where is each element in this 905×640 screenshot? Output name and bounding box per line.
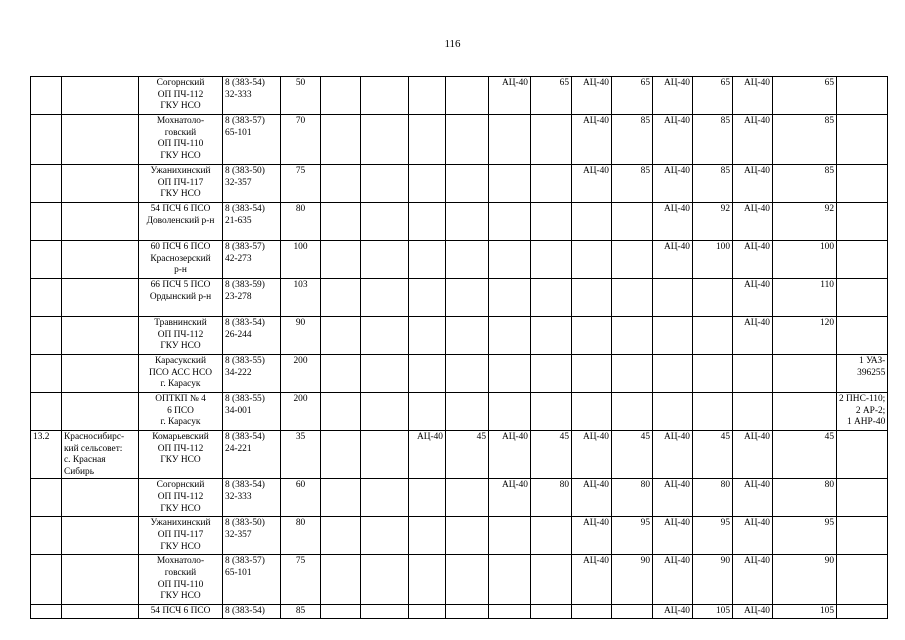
vehicle-type-cell: АЦ-40 — [572, 115, 612, 165]
vehicle-type-cell: АЦ-40 — [653, 203, 693, 241]
fire-unit-cell: ОПТКП № 4 6 ПСО г. Карасук — [139, 393, 223, 431]
arrival-time-cell — [612, 241, 653, 279]
row-number-cell — [31, 165, 62, 203]
additional-equipment-cell — [837, 317, 888, 355]
vehicle-type-cell — [409, 605, 446, 619]
arrival-time-cell — [446, 517, 489, 555]
phone-cell: 8 (383-57) 42-273 — [223, 241, 281, 279]
arrival-time-cell — [361, 517, 409, 555]
table-row — [31, 241, 888, 279]
distance-cell: 200 — [281, 355, 321, 393]
vehicle-type-cell — [321, 203, 361, 241]
phone-cell: 8 (383-55) 34-001 — [223, 393, 281, 431]
vehicle-type-cell: АЦ-40 — [653, 115, 693, 165]
phone-cell: 8 (383-55) 34-222 — [223, 355, 281, 393]
vehicle-type-cell: АЦ-40 — [653, 555, 693, 605]
vehicle-type-cell: АЦ-40 — [733, 165, 773, 203]
arrival-time-cell — [693, 355, 733, 393]
arrival-time-cell — [361, 279, 409, 317]
additional-equipment-cell: 2 ПНС-110; 2 АР-2; 1 АНР-40 — [837, 393, 888, 431]
distance-cell: 100 — [281, 241, 321, 279]
vehicle-type-cell: АЦ-40 — [572, 517, 612, 555]
vehicle-type-cell — [409, 517, 446, 555]
settlement-cell — [62, 605, 139, 619]
phone-cell: 8 (383-57) 65-101 — [223, 115, 281, 165]
arrival-time-cell: 85 — [773, 165, 837, 203]
arrival-time-cell: 80 — [612, 479, 653, 517]
vehicle-type-cell: АЦ-40 — [733, 555, 773, 605]
distance-cell: 80 — [281, 203, 321, 241]
vehicle-type-cell — [409, 165, 446, 203]
settlement-cell — [62, 279, 139, 317]
arrival-time-cell — [446, 605, 489, 619]
row-number-cell — [31, 115, 62, 165]
vehicle-type-cell — [489, 279, 531, 317]
vehicle-type-cell — [572, 355, 612, 393]
fire-unit-cell: 54 ПСЧ 6 ПСО — [139, 605, 223, 619]
settlement-cell — [62, 165, 139, 203]
settlement-cell — [62, 555, 139, 605]
table-row — [31, 77, 888, 115]
vehicle-type-cell — [409, 203, 446, 241]
table-row — [31, 115, 888, 165]
arrival-time-cell — [361, 241, 409, 279]
vehicle-type-cell — [321, 431, 361, 479]
arrival-time-cell — [773, 355, 837, 393]
vehicle-type-cell — [489, 517, 531, 555]
vehicle-type-cell — [489, 555, 531, 605]
arrival-time-cell: 95 — [773, 517, 837, 555]
arrival-time-cell: 45 — [612, 431, 653, 479]
arrival-time-cell: 95 — [693, 517, 733, 555]
arrival-time-cell — [773, 393, 837, 431]
vehicle-type-cell: АЦ-40 — [653, 241, 693, 279]
vehicle-type-cell — [321, 555, 361, 605]
arrival-time-cell: 100 — [693, 241, 733, 279]
vehicle-type-cell — [321, 241, 361, 279]
vehicle-type-cell — [653, 393, 693, 431]
arrival-time-cell: 45 — [446, 431, 489, 479]
table-row — [31, 517, 888, 555]
distance-cell: 75 — [281, 555, 321, 605]
arrival-time-cell: 65 — [531, 77, 572, 115]
vehicle-type-cell: АЦ-40 — [653, 165, 693, 203]
vehicle-type-cell: АЦ-40 — [733, 479, 773, 517]
vehicle-type-cell — [489, 355, 531, 393]
vehicle-type-cell — [321, 355, 361, 393]
additional-equipment-cell — [837, 241, 888, 279]
vehicle-type-cell: АЦ-40 — [733, 241, 773, 279]
phone-cell: 8 (383-54) — [223, 605, 281, 619]
vehicle-type-cell: АЦ-40 — [572, 165, 612, 203]
phone-cell: 8 (383-50) 32-357 — [223, 165, 281, 203]
vehicle-type-cell — [489, 317, 531, 355]
arrival-time-cell — [446, 355, 489, 393]
arrival-time-cell — [612, 279, 653, 317]
settlement-cell — [62, 393, 139, 431]
arrival-time-cell — [531, 279, 572, 317]
row-number-cell — [31, 355, 62, 393]
vehicle-type-cell: АЦ-40 — [572, 479, 612, 517]
vehicle-type-cell — [489, 241, 531, 279]
distance-cell: 80 — [281, 517, 321, 555]
additional-equipment-cell — [837, 431, 888, 479]
distance-cell: 70 — [281, 115, 321, 165]
arrival-time-cell: 90 — [612, 555, 653, 605]
settlement-cell — [62, 115, 139, 165]
row-number-cell — [31, 77, 62, 115]
arrival-time-cell — [446, 115, 489, 165]
vehicle-type-cell — [653, 317, 693, 355]
arrival-time-cell — [693, 317, 733, 355]
arrival-time-cell — [446, 77, 489, 115]
arrival-time-cell: 80 — [693, 479, 733, 517]
vehicle-type-cell — [489, 115, 531, 165]
arrival-time-cell — [361, 317, 409, 355]
fire-unit-cell: Согорнский ОП ПЧ-112 ГКУ НСО — [139, 479, 223, 517]
arrival-time-cell — [361, 355, 409, 393]
vehicle-type-cell: АЦ-40 — [733, 605, 773, 619]
settlement-cell — [62, 203, 139, 241]
arrival-time-cell — [531, 517, 572, 555]
arrival-time-cell — [446, 165, 489, 203]
arrival-time-cell — [531, 165, 572, 203]
arrival-time-cell: 105 — [773, 605, 837, 619]
arrival-time-cell: 65 — [693, 77, 733, 115]
vehicle-type-cell: АЦ-40 — [733, 279, 773, 317]
distance-cell: 60 — [281, 479, 321, 517]
arrival-time-cell — [531, 555, 572, 605]
vehicle-type-cell — [409, 317, 446, 355]
additional-equipment-cell — [837, 203, 888, 241]
arrival-time-cell: 80 — [773, 479, 837, 517]
arrival-time-cell — [361, 393, 409, 431]
vehicle-type-cell — [489, 203, 531, 241]
table-row — [31, 317, 888, 355]
vehicle-type-cell: АЦ-40 — [572, 555, 612, 605]
fire-unit-cell: Ужанихинский ОП ПЧ-117 ГКУ НСО — [139, 165, 223, 203]
table-row — [31, 203, 888, 241]
row-number-cell: 13.2 — [31, 431, 62, 479]
vehicle-type-cell — [489, 393, 531, 431]
arrival-time-cell — [612, 203, 653, 241]
distance-cell: 103 — [281, 279, 321, 317]
vehicle-type-cell — [733, 355, 773, 393]
vehicle-type-cell — [409, 77, 446, 115]
row-number-cell — [31, 605, 62, 619]
vehicle-type-cell: АЦ-40 — [489, 77, 531, 115]
arrival-time-cell — [531, 115, 572, 165]
arrival-time-cell — [612, 355, 653, 393]
vehicle-type-cell — [733, 393, 773, 431]
arrival-time-cell — [446, 555, 489, 605]
vehicle-type-cell — [321, 77, 361, 115]
arrival-time-cell: 65 — [612, 77, 653, 115]
arrival-time-cell — [361, 203, 409, 241]
fire-unit-cell: Карасукский ПСО АСС НСО г. Карасук — [139, 355, 223, 393]
vehicle-type-cell: АЦ-40 — [733, 115, 773, 165]
vehicle-type-cell: АЦ-40 — [733, 77, 773, 115]
fire-unit-cell: Мохнатоло- говский ОП ПЧ-110 ГКУ НСО — [139, 555, 223, 605]
arrival-time-cell — [531, 605, 572, 619]
vehicle-type-cell — [489, 605, 531, 619]
additional-equipment-cell — [837, 479, 888, 517]
arrival-time-cell: 120 — [773, 317, 837, 355]
arrival-time-cell — [361, 431, 409, 479]
vehicle-type-cell — [572, 393, 612, 431]
vehicle-type-cell: АЦ-40 — [572, 431, 612, 479]
arrival-time-cell: 85 — [693, 115, 733, 165]
arrival-time-cell — [446, 393, 489, 431]
arrival-time-cell: 85 — [612, 115, 653, 165]
arrival-time-cell — [361, 165, 409, 203]
fire-units-table — [30, 76, 888, 619]
phone-cell: 8 (383-54) 32-333 — [223, 77, 281, 115]
additional-equipment-cell — [837, 279, 888, 317]
table-row — [31, 605, 888, 619]
arrival-time-cell — [531, 203, 572, 241]
vehicle-type-cell: АЦ-40 — [653, 77, 693, 115]
distance-cell: 35 — [281, 431, 321, 479]
arrival-time-cell — [446, 317, 489, 355]
arrival-time-cell: 90 — [773, 555, 837, 605]
arrival-time-cell: 65 — [773, 77, 837, 115]
vehicle-type-cell — [321, 393, 361, 431]
distance-cell: 85 — [281, 605, 321, 619]
additional-equipment-cell: 1 УАЗ- 396255 — [837, 355, 888, 393]
arrival-time-cell — [446, 479, 489, 517]
distance-cell: 75 — [281, 165, 321, 203]
table-row — [31, 431, 888, 479]
fire-unit-cell: 60 ПСЧ 6 ПСО Краснозерский р-н — [139, 241, 223, 279]
vehicle-type-cell — [409, 555, 446, 605]
vehicle-type-cell — [321, 165, 361, 203]
settlement-cell — [62, 479, 139, 517]
vehicle-type-cell — [572, 605, 612, 619]
vehicle-type-cell: АЦ-40 — [653, 517, 693, 555]
row-number-cell — [31, 479, 62, 517]
settlement-cell: Красносибирс- кий сельсовет: с. Красная Сибирь — [62, 431, 139, 479]
vehicle-type-cell: АЦ-40 — [733, 431, 773, 479]
settlement-cell — [62, 317, 139, 355]
vehicle-type-cell — [321, 317, 361, 355]
arrival-time-cell — [612, 393, 653, 431]
vehicle-type-cell — [409, 355, 446, 393]
phone-cell: 8 (383-57) 65-101 — [223, 555, 281, 605]
arrival-time-cell — [531, 241, 572, 279]
distance-cell: 50 — [281, 77, 321, 115]
arrival-time-cell — [446, 203, 489, 241]
vehicle-type-cell: АЦ-40 — [572, 77, 612, 115]
fire-unit-cell: Мохнатоло- говский ОП ПЧ-110 ГКУ НСО — [139, 115, 223, 165]
vehicle-type-cell: АЦ-40 — [733, 203, 773, 241]
additional-equipment-cell — [837, 605, 888, 619]
fire-unit-cell: 54 ПСЧ 6 ПСО Доволенский р-н — [139, 203, 223, 241]
vehicle-type-cell — [409, 479, 446, 517]
fire-unit-cell: 66 ПСЧ 5 ПСО Ордынский р-н — [139, 279, 223, 317]
arrival-time-cell — [612, 605, 653, 619]
vehicle-type-cell — [572, 279, 612, 317]
arrival-time-cell: 85 — [773, 115, 837, 165]
arrival-time-cell: 85 — [612, 165, 653, 203]
row-number-cell — [31, 279, 62, 317]
vehicle-type-cell — [489, 165, 531, 203]
arrival-time-cell — [361, 555, 409, 605]
arrival-time-cell: 80 — [531, 479, 572, 517]
vehicle-type-cell: АЦ-40 — [489, 431, 531, 479]
vehicle-type-cell — [321, 517, 361, 555]
vehicle-type-cell — [321, 479, 361, 517]
distance-cell: 90 — [281, 317, 321, 355]
arrival-time-cell — [361, 77, 409, 115]
vehicle-type-cell — [653, 355, 693, 393]
vehicle-type-cell — [321, 605, 361, 619]
vehicle-type-cell — [321, 115, 361, 165]
vehicle-type-cell: АЦ-40 — [653, 479, 693, 517]
fire-unit-cell: Ужанихинский ОП ПЧ-117 ГКУ НСО — [139, 517, 223, 555]
page-number: 116 — [444, 38, 461, 50]
arrival-time-cell — [693, 393, 733, 431]
table-row — [31, 393, 888, 431]
additional-equipment-cell — [837, 77, 888, 115]
phone-cell: 8 (383-59) 23-278 — [223, 279, 281, 317]
row-number-cell — [31, 393, 62, 431]
phone-cell: 8 (383-54) 24-221 — [223, 431, 281, 479]
vehicle-type-cell: АЦ-40 — [489, 479, 531, 517]
vehicle-type-cell: АЦ-40 — [733, 317, 773, 355]
arrival-time-cell: 105 — [693, 605, 733, 619]
arrival-time-cell: 110 — [773, 279, 837, 317]
arrival-time-cell: 95 — [612, 517, 653, 555]
arrival-time-cell — [446, 279, 489, 317]
row-number-cell — [31, 241, 62, 279]
row-number-cell — [31, 317, 62, 355]
phone-cell: 8 (383-50) 32-357 — [223, 517, 281, 555]
vehicle-type-cell — [409, 279, 446, 317]
additional-equipment-cell — [837, 115, 888, 165]
vehicle-type-cell — [409, 393, 446, 431]
arrival-time-cell — [361, 605, 409, 619]
arrival-time-cell: 92 — [693, 203, 733, 241]
fire-unit-cell: Согорнский ОП ПЧ-112 ГКУ НСО — [139, 77, 223, 115]
vehicle-type-cell — [572, 317, 612, 355]
fire-unit-cell: Комарьевский ОП ПЧ-112 ГКУ НСО — [139, 431, 223, 479]
arrival-time-cell — [531, 355, 572, 393]
arrival-time-cell: 92 — [773, 203, 837, 241]
arrival-time-cell: 100 — [773, 241, 837, 279]
table-row — [31, 279, 888, 317]
additional-equipment-cell — [837, 555, 888, 605]
settlement-cell — [62, 517, 139, 555]
row-number-cell — [31, 203, 62, 241]
distance-cell: 200 — [281, 393, 321, 431]
vehicle-type-cell — [409, 115, 446, 165]
vehicle-type-cell: АЦ-40 — [733, 517, 773, 555]
arrival-time-cell: 45 — [693, 431, 733, 479]
arrival-time-cell — [693, 279, 733, 317]
vehicle-type-cell — [572, 241, 612, 279]
vehicle-type-cell — [653, 279, 693, 317]
settlement-cell — [62, 355, 139, 393]
fire-unit-cell: Травнинский ОП ПЧ-112 ГКУ НСО — [139, 317, 223, 355]
table-row — [31, 355, 888, 393]
arrival-time-cell — [612, 317, 653, 355]
phone-cell: 8 (383-54) 21-635 — [223, 203, 281, 241]
vehicle-type-cell: АЦ-40 — [653, 605, 693, 619]
arrival-time-cell — [446, 241, 489, 279]
arrival-time-cell: 90 — [693, 555, 733, 605]
vehicle-type-cell — [321, 279, 361, 317]
table-row — [31, 165, 888, 203]
table-row — [31, 479, 888, 517]
settlement-cell — [62, 241, 139, 279]
arrival-time-cell — [531, 317, 572, 355]
vehicle-type-cell: АЦ-40 — [653, 431, 693, 479]
vehicle-type-cell: АЦ-40 — [409, 431, 446, 479]
row-number-cell — [31, 517, 62, 555]
row-number-cell — [31, 555, 62, 605]
additional-equipment-cell — [837, 165, 888, 203]
table-row — [31, 555, 888, 605]
arrival-time-cell: 85 — [693, 165, 733, 203]
settlement-cell — [62, 77, 139, 115]
vehicle-type-cell — [572, 203, 612, 241]
vehicle-type-cell — [409, 241, 446, 279]
arrival-time-cell — [531, 393, 572, 431]
additional-equipment-cell — [837, 517, 888, 555]
arrival-time-cell — [361, 479, 409, 517]
arrival-time-cell — [361, 115, 409, 165]
phone-cell: 8 (383-54) 32-333 — [223, 479, 281, 517]
phone-cell: 8 (383-54) 26-244 — [223, 317, 281, 355]
arrival-time-cell: 45 — [773, 431, 837, 479]
arrival-time-cell: 45 — [531, 431, 572, 479]
